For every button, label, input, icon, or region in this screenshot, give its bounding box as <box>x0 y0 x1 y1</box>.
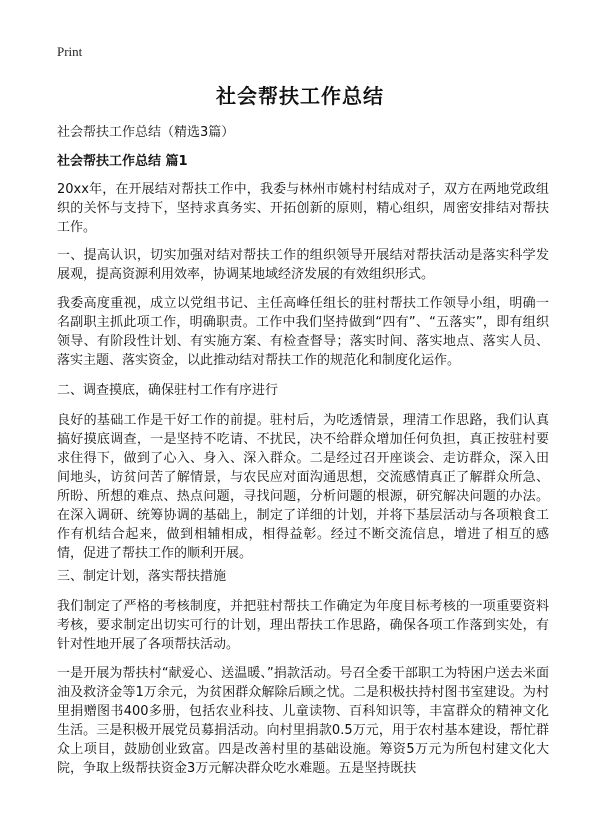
paragraph-heading-2: 二、调查摸底，确保驻村工作有序进行 <box>57 383 279 398</box>
paragraph-heading-3: 三、制定计划，落实帮扶措施 <box>57 569 227 584</box>
document-subtitle: 社会帮扶工作总结（精选3篇） <box>57 125 235 140</box>
paragraph-survey: 良好的基础工作是干好工作的前提。驻村后，为吃透情景，理清工作思路，我们认真搞好摸底调查，一是坚持不吃请、不扰民，决不给群众增加任何负担，真正按驻村要求住得下，做到了心入、身入、深入群众。二是经过召开座谈会、走访群众，深入田间地头，访贫问苦了解情景，与农民应对面沟通思想，交流感情真正了解群众所急、所盼、所想的难点、热点问题，寻找问题，分析问题的根源，研究解决问题的办法。在深入调研、统筹协调的基础上，制定了详细的计划，并将下基层活动与各项粮食工作有机结合起来，做到相辅相成，相得益彰。经过不断交流信息，增进了相互的感情，促进了帮扶工作的顺利开展。 <box>57 413 549 561</box>
paragraph-leadership: 我委高度重视，成立以党组书记、主任高峰任组长的驻村帮扶工作领导小组，明确一名副职主抓此项工作，明确职责。工作中我们坚持做到“四有”、“五落实”，即有组织领导、有阶段性计划、有实施方案、有检查督导；落实时间、落实地点、落实人员、落实主题、落实资金，以此推动结对帮扶工作的规范化和制度化运作。 <box>57 296 549 368</box>
section-heading: 社会帮扶工作总结 篇1 <box>57 154 188 169</box>
paragraph-plan: 我们制定了严格的考核制度，并把驻村帮扶工作确定为年度目标考核的一项重要资料考核，要求制定出切实可行的计划，理出帮扶工作思路，确保各项工作落到实处，有针对性地开展了各项帮扶活动。 <box>57 599 549 652</box>
paragraph-heading-1: 一、提高认识，切实加强对结对帮扶工作的组织领导开展结对帮扶活动是落实科学发展观，提高资源利用效率，协调某地域经济发展的有效组织形式。 <box>57 248 549 282</box>
paragraph-measures: 一是开展为帮扶村“献爱心、送温暖、”捐款活动。号召全委干部职工为特困户送去米面油及救济金等1万余元，为贫困群众解除后顾之忧。二是积极扶持村图书室建设。为村里捐赠图书400多册，包括农业科技、儿童读物、百科知识等，丰富群众的精神文化生活。三是积极开展党员募捐活动。向村里捐款0.5万元，用于农村基本建设，帮忙群众上项目，鼓励创业致富。四是改善村里的基础设施。筹资5万元为所包村建文化大院，争取上级帮扶资金3万元解决群众吃水难题。五是坚持既扶 <box>57 666 549 776</box>
document-title: 社会帮扶工作总结 <box>216 84 384 108</box>
print-link[interactable]: Print <box>57 44 83 59</box>
paragraph-intro: 20xx年，在开展结对帮扶工作中，我委与林州市姚村村结成对子，双方在两地党政组织的关怀与支持下，坚持求真务实、开拓创新的原则，精心组织，周密安排结对帮扶工作。 <box>57 182 549 235</box>
